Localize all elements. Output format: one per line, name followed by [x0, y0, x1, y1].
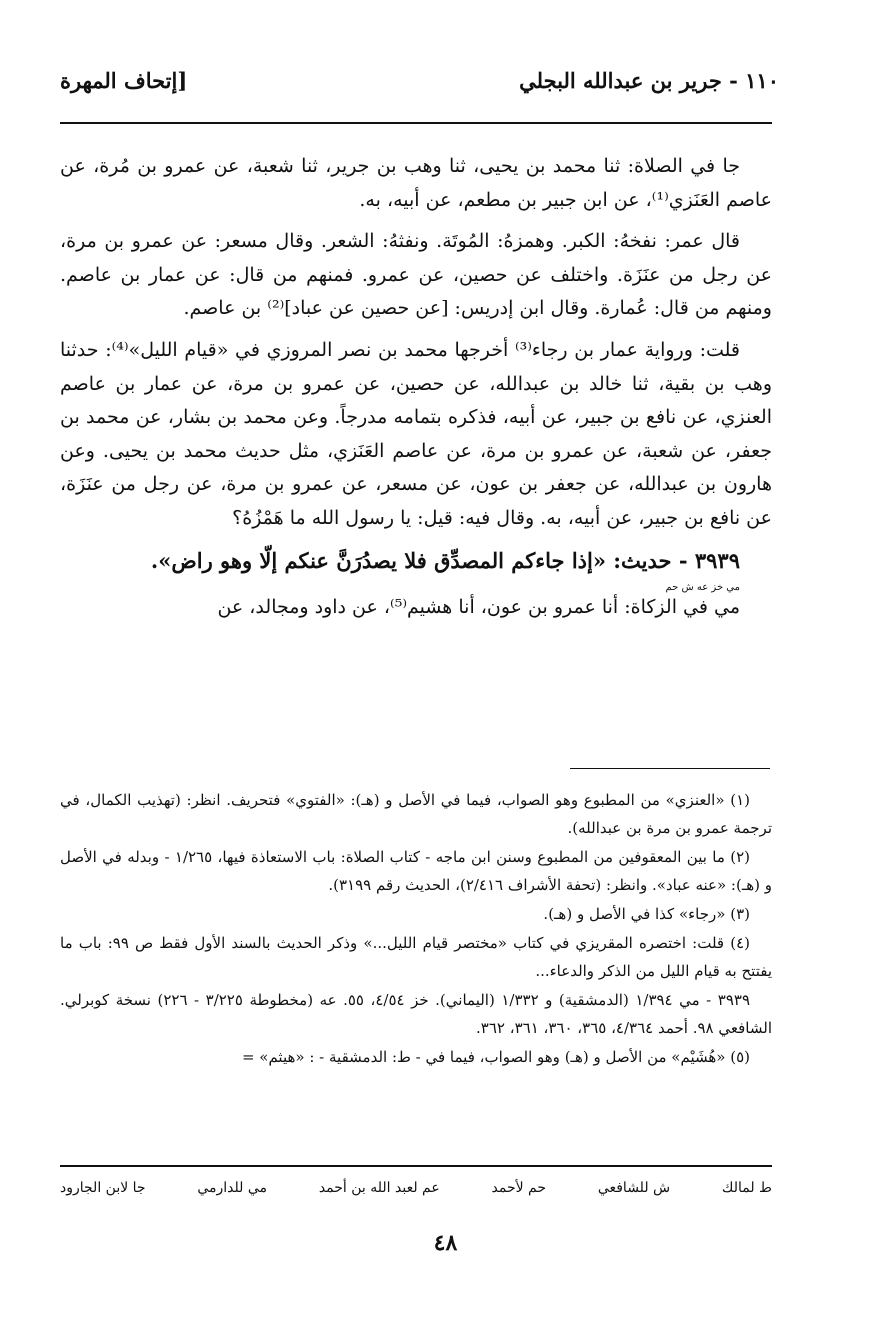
abbreviation-item: ط لمالك [721, 1180, 772, 1196]
footnote-5: (٥) «هُشَيْم» من الأصل و (هـ) وهو الصواب، فيما في - ط: الدمشقية - : «هيثم» = [241, 1048, 750, 1066]
footnote-2: (٢) ما بين المعقوفين من المطبوع وسنن ابن ماجه - كتاب الصلاة: باب الاستعاذة فيها، ١/٢٦٥ - وبدله في الأصل و (هـ): «عنه عباد». وانظر: (تحفة الأشراف ٢/٤١٦)، الحديث رقم ٣١٩٩). [60, 848, 772, 894]
header-rule [60, 122, 772, 124]
paragraph-2: قال عمر: نفخهُ: الكبر. وهمزهُ: المُوتَة. ونفثهُ: الشعر. وقال مسعر: عن عمرو بن مرة، عن رجل من عنَزَة. واختلف عن حصين، عن عمرو. فمنهم من قال: عن عمار بن عاصم. ومنهم من قال: عُمارة. وقال ابن إدريس: [عن حصين عن عباد]⁽²⁾ بن عاصم. [60, 230, 772, 320]
footnotes [60, 786, 772, 1072]
abbreviation-item: حم لأحمد [491, 1180, 547, 1196]
footnote-separator [570, 768, 770, 769]
paragraph-1: جا في الصلاة: ثنا محمد بن يحيى، ثنا وهب بن جرير، ثنا شعبة، عن عمرو بن مُرة، عن عاصم العَنَزي⁽¹⁾، عن ابن جبير بن مطعم، عن أبيه، به. [60, 155, 772, 211]
abbreviation-item: مي للدارمي [197, 1180, 268, 1196]
abbreviation-key [60, 1180, 772, 1196]
footnote-4: (٤) قلت: اختصره المقريزي في كتاب «مختصر قيام الليل...» وذكر الحديث بالسند الأول فقط ص ٩٩: باب ما يفتتح به قيام الليل من الذكر والدعاء... [60, 934, 772, 980]
abbreviation-item: جا لابن الجارود [60, 1180, 146, 1196]
main-text [60, 150, 772, 633]
hadith-text: مي في الزكاة: أنا عمرو بن عون، أنا هشيم⁽⁵⁾، عن داود ومجالد، عن [217, 596, 740, 619]
abbreviation-item: ش للشافعي [597, 1180, 671, 1196]
footnote-3: (٣) «رجاء» كذا في الأصل و (هـ). [543, 905, 750, 923]
chapter-heading: ١١٠ - جرير بن عبدالله البجلي [519, 68, 779, 93]
footnote-1: (١) «العنزي» من المطبوع وهو الصواب، فيما في الأصل و (هـ): «الفتوي» فتحريف. انظر: (تهذيب الكمال، في ترجمة عمرو بن مرة بن عبدالله). [60, 791, 772, 837]
footnote-hadith-refs: ٣٩٣٩ - مي ١/٣٩٤ (الدمشقية) و ١/٣٣٢ (اليماني). خز ٤/٥٤، ٥٥. عه (مخطوطة ٣/٢٢٥ - ٢٢٦) نسخة كوبرلي. الشافعي ٩٨. أحمد ٤/٣٦٤، ٣٦٥، ٣٦٠، ٣٦١، ٣٦٢. [60, 991, 772, 1037]
book-title: [إتحاف المهرة [60, 68, 188, 93]
page-number: ٤٨ [433, 1230, 458, 1256]
abbreviation-item: عم لعبد الله بن أحمد [318, 1180, 440, 1196]
hadith-sources: مي خز عه ش حم [665, 582, 740, 594]
hadith-title: ٣٩٣٩ - حديث: «إذا جاءكم المصدِّق فلا يصدُرَنَّ عنكم إلّا وهو راض». [150, 547, 740, 573]
page-header [60, 68, 779, 108]
abbreviation-rule [60, 1165, 772, 1167]
paragraph-3: قلت: ورواية عمار بن رجاء⁽³⁾ أخرجها محمد بن نصر المروزي في «قيام الليل»⁽⁴⁾: حدثنا وهب بن بقية، ثنا خالد بن عبدالله، عن حصين، عن عمرو بن مرة، عن عمار بن عاصم العنزي، عن نافع بن جبير، عن أبيه، فذكره بتمامه مدرجاً. وعن محمد بن بشار، عن محمد بن جعفر، عن شعبة، عن عمرو بن مرة، عن عاصم العَنَزي، مثل حديث محمد بن يحيى. وعن هارون بن عبدالله، عن جعفر بن عون، عن مسعر، عن عمرو بن مرة، عن رجل من عنَزَة، عن نافع بن جبير، عن أبيه، به. وقال فيه: قيل: يا رسول الله ما هَمْزُهُ؟ [60, 338, 772, 529]
